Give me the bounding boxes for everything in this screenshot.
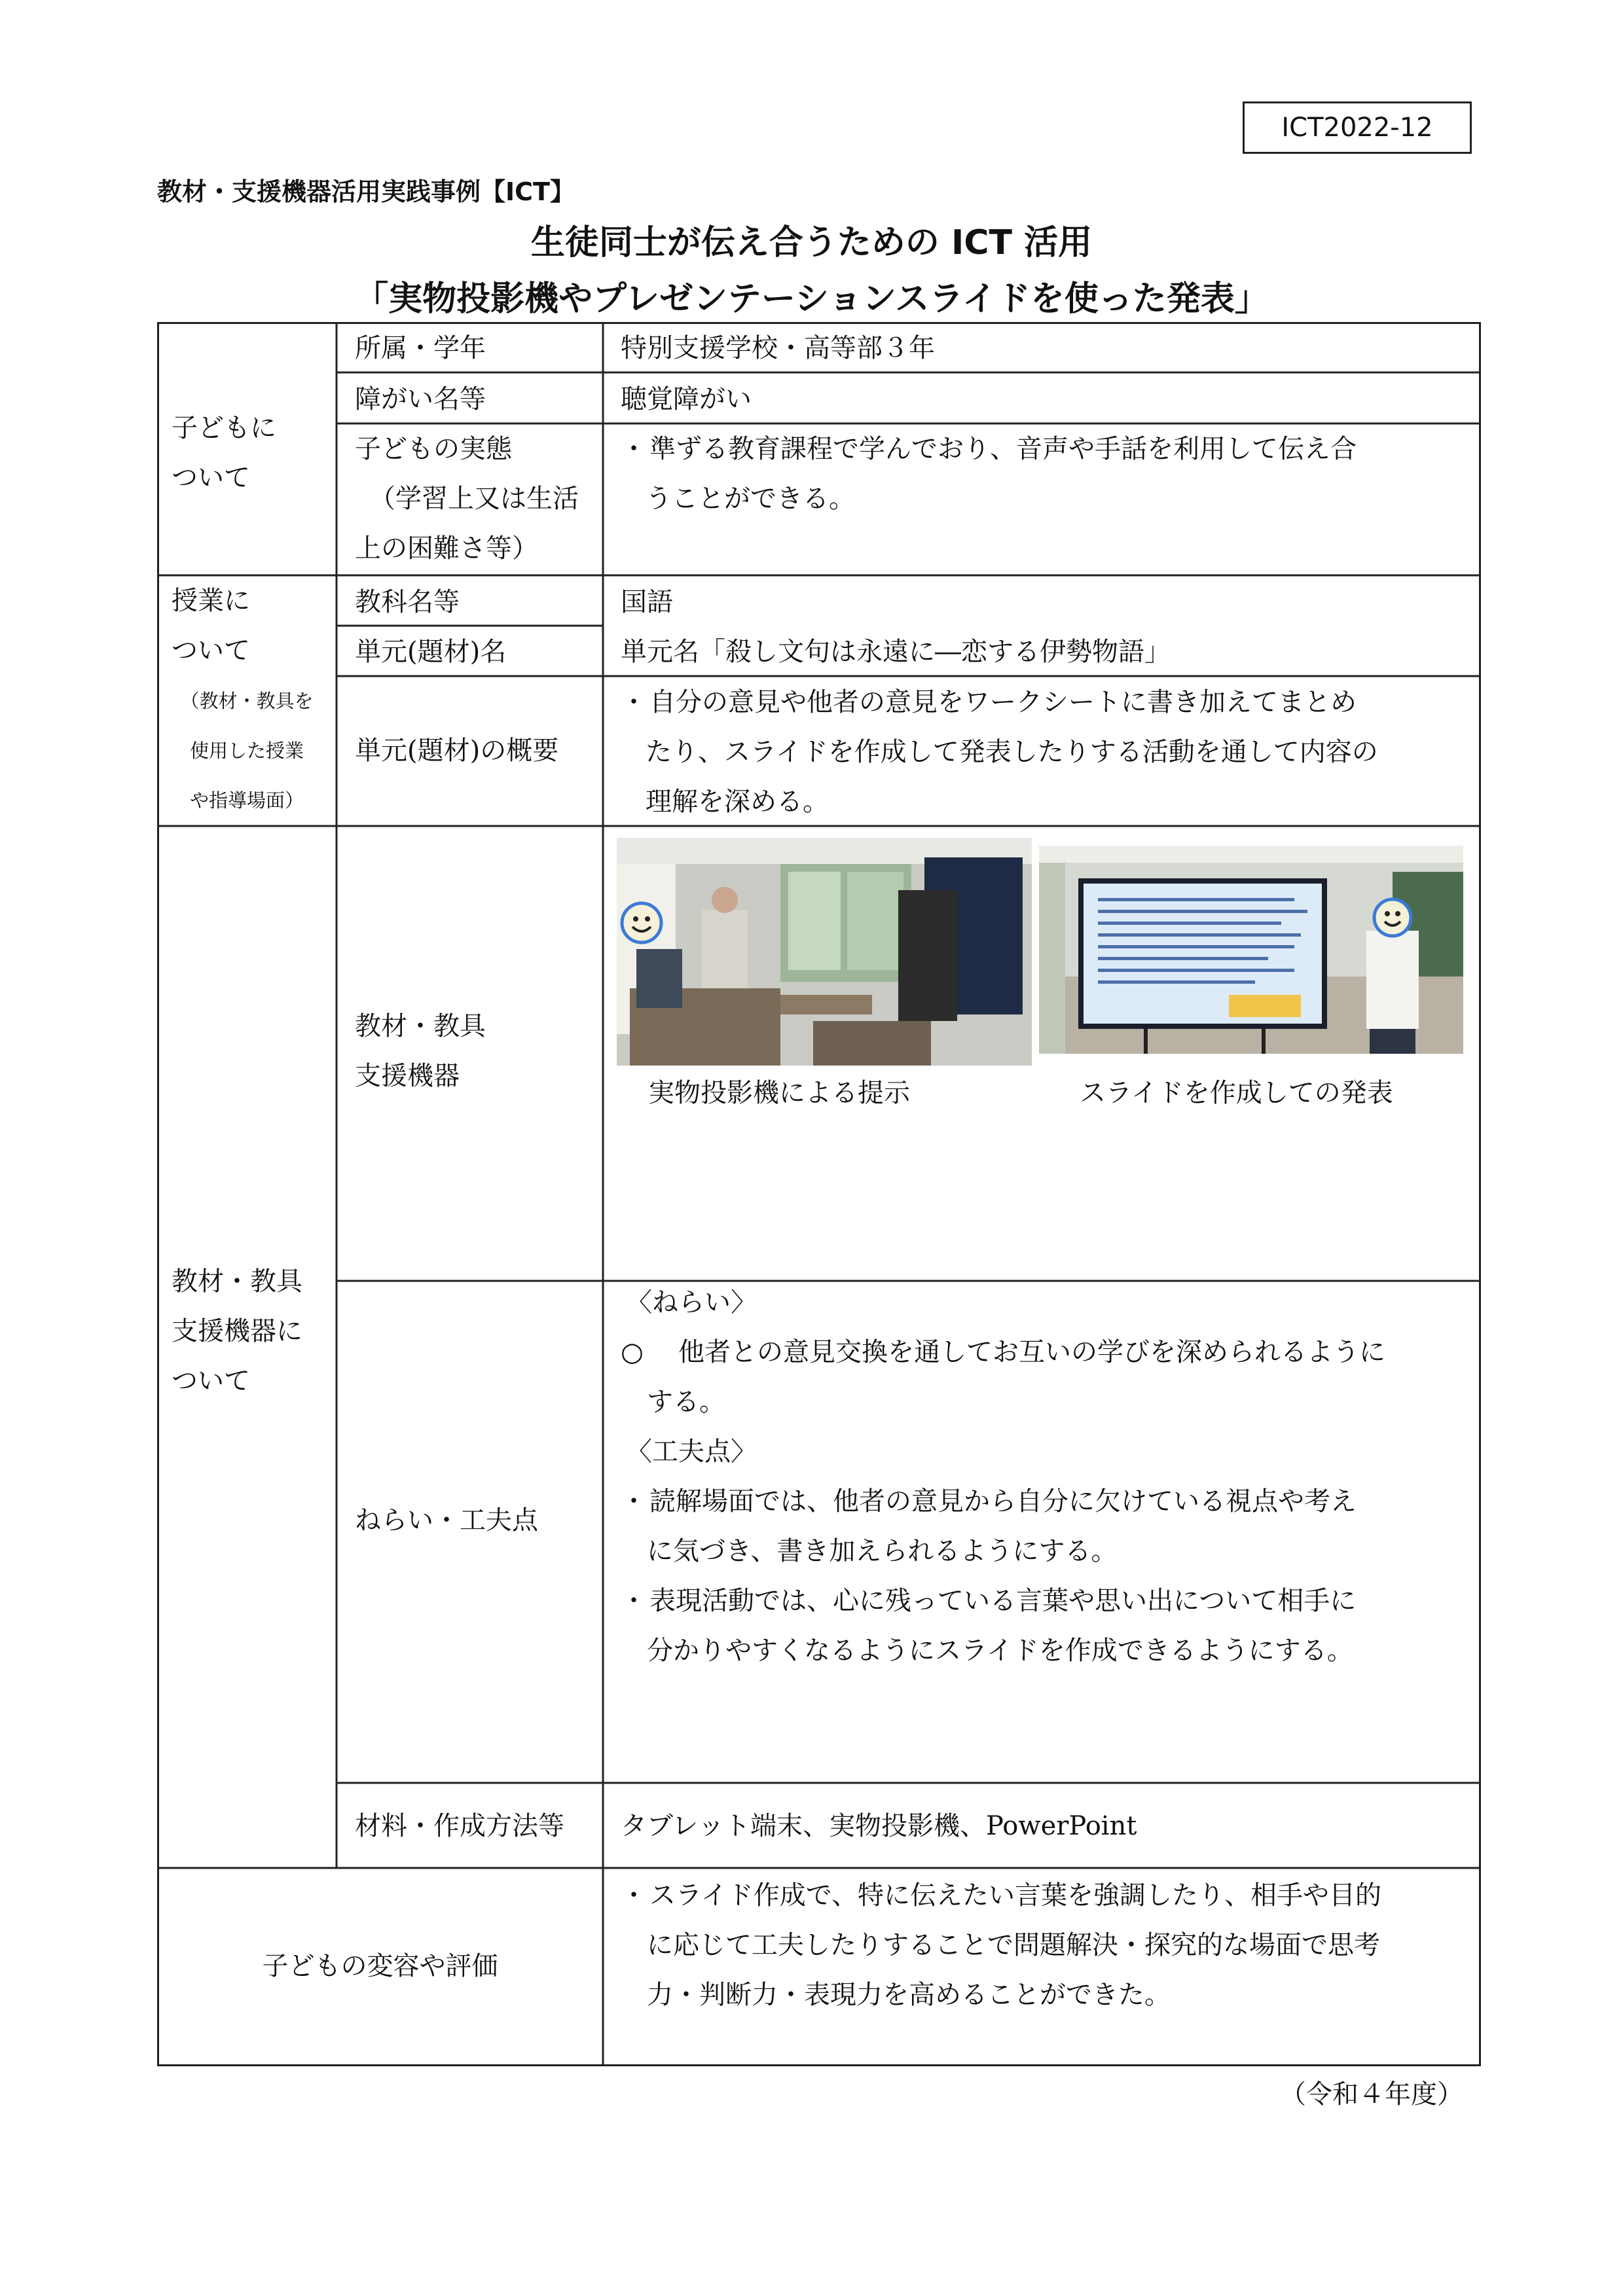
fiscal-year: （令和４年度） [1280,2079,1463,2109]
aims-label: ねらい・工夫点 [355,1505,538,1535]
unit-value: 単元名「殺し文句は永遠に―恋する伊勢物語」 [621,637,1171,667]
materials-section-header: 教材・教具 支援機器に ついて [172,1266,302,1396]
aims-value: 〈ねらい〉 ○ 他者との意見交換を通してお互いの学びを深められるように する。 〈工夫点〉 ・ 読解場面では、他者の意見から自分に欠けている視点や考え に気づき、書き加えられるようにする。 ・ 表現活動では、心に残っている言葉や思い出について相手に 分かりやすくなるようにスライドを作成できるようにする。 [621,1287,1385,1666]
bullet-mark: ・ [621,1486,647,1516]
overview-value: ・ 自分の意見や他者の意見をワークシートに書き加えてまとめ たり、スライドを作成して発表したりする活動を通して内容の 理解を深める。 [621,677,1472,827]
circle-mark: ○ [621,1337,644,1367]
state-value: ・ 準ずる教育課程で学んでおり、音声や手話を利用して伝え合 うことができる。 [621,424,1472,524]
affiliation-label: 所属・学年 [355,333,486,363]
classroom-photo-illustration [617,838,1032,1066]
subject-value: 国語 [621,587,673,617]
document-camera-photo [617,838,1032,1066]
document-id: ICT2022-12 [1243,101,1472,154]
state-label: 子どもの実態 （学習上又は生活 上の困難さ等） [355,434,579,564]
bullet-mark: ・ [621,1586,647,1616]
subject-label: 教科名等 [355,587,460,617]
case-table [157,322,1481,2066]
bullet-mark: ・ [621,1880,647,1910]
unit-label: 単元(題材)名 [355,637,507,667]
child-section-header: 子どもに ついて [172,413,276,493]
photo2-caption: スライドを作成しての発表 [1080,1078,1393,1108]
disability-value: 聴覚障がい [621,384,752,414]
lesson-section-note: （教材・教具を 使用した授業 や指導場面） [180,690,314,812]
disability-label: 障がい名等 [355,384,486,414]
lesson-section-header: 授業に ついて [172,586,250,666]
bullet-mark: ・ [621,687,647,717]
title-line-1: 生徒同士が伝え合うための ICT 活用 [530,223,1093,262]
category-heading: 教材・支援機器活用実践事例【ICT】 [157,177,575,206]
slide-presentation-photo [1039,846,1463,1054]
presentation-photo-illustration [1039,846,1463,1054]
method-label: 材料・作成方法等 [355,1811,564,1841]
method-value: タブレット端末、実物投影機、PowerPoint [621,1811,1137,1841]
evaluation-label: 子どもの変容や評価 [262,1951,498,1981]
affiliation-value: 特別支援学校・高等部３年 [621,333,935,363]
tools-label: 教材・教具 支援機器 [355,1011,486,1091]
overview-label: 単元(題材)の概要 [355,736,559,766]
bullet-mark: ・ [621,434,647,464]
title-line-2: 「実物投影機やプレゼンテーションスライドを使った発表」 [354,279,1269,319]
photo1-caption: 実物投影機による提示 [648,1078,910,1108]
evaluation-value: ・ スライド作成で、特に伝えたい言葉を強調したり、相手や目的 に応じて工夫したりすることで問題解決・探究的な場面で思考 力・判断力・表現力を高めることができた。 [621,1871,1472,2020]
